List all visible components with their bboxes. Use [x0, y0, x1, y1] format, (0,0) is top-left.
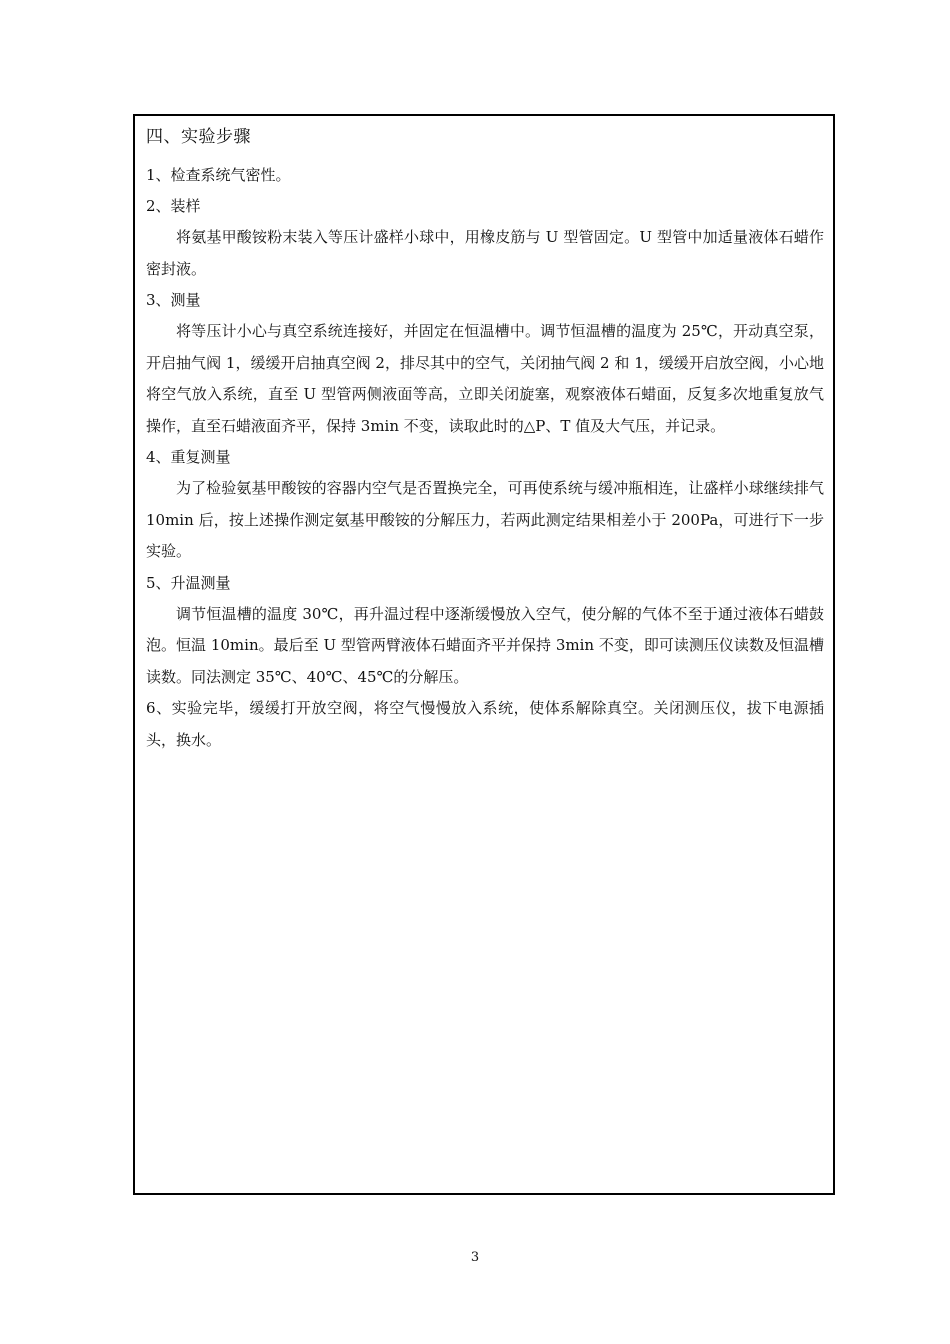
step-2-heading: 2、装样	[146, 197, 201, 215]
step-3-heading: 3、测量	[146, 291, 201, 309]
step-3-paragraph: 将等压计小心与真空系统连接好，并固定在恒温槽中。调节恒温槽的温度为 25℃，开动真空泵，开启抽气阀 1，缓缓开启抽真空阀 2，排尽其中的空气，关闭抽气阀 2 和 1，缓缓开启放空阀，小心地将空气放入系统，直至 U 型管两侧液面等高，立即关闭旋塞，观察液体石蜡面，反复多次地重复放气操作，直至石蜡液面齐平，保持 3min 不变，读取此时的△P、T 值及大气压，并记录。	[146, 322, 824, 435]
step-4-heading: 4、重复测量	[146, 448, 231, 466]
step-4-paragraph: 为了检验氨基甲酸铵的容器内空气是否置换完全，可再使系统与缓冲瓶相连，让盛样小球继续排气 10min 后，按上述操作测定氨基甲酸铵的分解压力，若两此测定结果相差小于 200Pa，可进行下一步实验。	[146, 479, 824, 560]
step-1-heading: 1、检查系统气密性。	[146, 166, 291, 184]
document-body	[146, 124, 824, 756]
content-frame	[133, 114, 835, 1195]
step-6-paragraph: 6、实验完毕，缓缓打开放空阀，将空气慢慢放入系统，使体系解除真空。关闭测压仪，拔下电源插头，换水。	[146, 699, 824, 749]
step-5-heading: 5、升温测量	[146, 573, 231, 592]
section-title: 四、实验步骤	[146, 127, 251, 147]
step-5-paragraph: 调节恒温槽的温度 30℃，再升温过程中逐渐缓慢放入空气，使分解的气体不至于通过液体石蜡鼓泡。恒温 10min。最后至 U 型管两臂液体石蜡面齐平并保持 3min 不变，即可读测压仪读数及恒温槽读数。同法测定 35℃、40℃、45℃的分解压。	[146, 604, 824, 686]
step-2-paragraph: 将氨基甲酸铵粉末装入等压计盛样小球中，用橡皮筋与 U 型管固定。U 型管中加适量液体石蜡作密封液。	[146, 228, 824, 278]
page-number: 3	[470, 1250, 480, 1265]
